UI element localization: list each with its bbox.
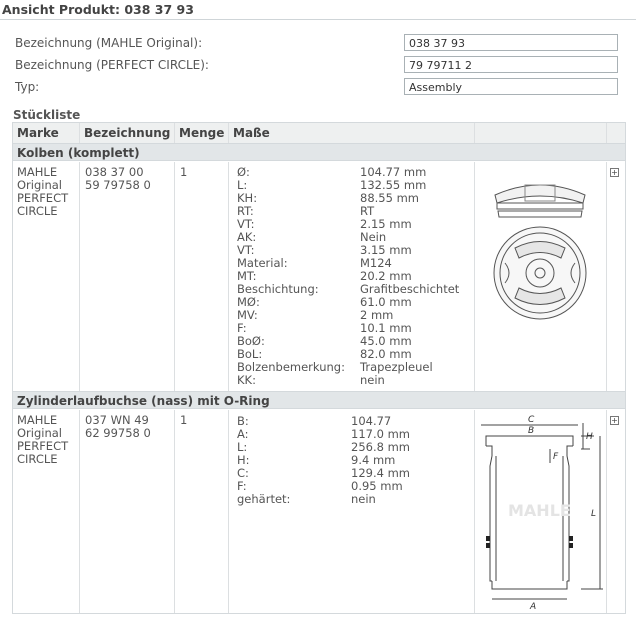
dimension-row	[237, 374, 472, 387]
dimension-value: 117.0 mm	[351, 427, 410, 441]
dimension-label: KK:	[237, 373, 256, 387]
page-title: Ansicht Produkt: 038 37 93	[0, 0, 636, 20]
dimension-label: VT:	[237, 217, 255, 231]
dimension-label: BoL:	[237, 347, 263, 361]
dimension-value: 61.0 mm	[360, 295, 412, 309]
quantity-cell: 1	[180, 165, 188, 179]
dimension-value: 10.1 mm	[360, 321, 412, 335]
dimension-label: Bolzenbemerkung:	[237, 360, 345, 374]
drawing-label-h: H	[586, 432, 593, 442]
plus-box-icon[interactable]: +	[611, 416, 618, 425]
dimension-label: AK:	[237, 230, 257, 244]
dimension-row	[237, 309, 472, 322]
dimension-label: C:	[237, 466, 249, 480]
brand-cell: MAHLE Original PERFECT CIRCLE	[17, 413, 69, 466]
column-header-designation[interactable]: Bezeichnung	[84, 126, 171, 140]
dimension-value: 20.2 mm	[360, 269, 412, 283]
dimension-value: 2.15 mm	[360, 217, 412, 231]
dimension-row	[237, 296, 472, 309]
dimension-row	[237, 166, 472, 179]
dimension-value: 132.55 mm	[360, 178, 427, 192]
dimension-value: 104.77	[351, 414, 392, 428]
dimension-value: RT	[360, 204, 375, 218]
type-field[interactable]: Assembly	[404, 78, 618, 95]
perfect-circle-field[interactable]: 79 79711 2	[404, 56, 618, 73]
dimension-value: 129.4 mm	[351, 466, 410, 480]
parts-list-table	[12, 122, 626, 614]
dimension-label: VT:	[237, 243, 255, 257]
dimension-label: MV:	[237, 308, 258, 322]
dimensions-list	[237, 415, 472, 506]
column-header-brand[interactable]: Marke	[17, 126, 59, 140]
dimension-value: Grafitbeschichtet	[360, 282, 460, 296]
dimension-value: 88.55 mm	[360, 191, 419, 205]
dimension-value: 45.0 mm	[360, 334, 412, 348]
meta-row-type	[15, 78, 621, 97]
meta-row-perfect-circle	[15, 56, 621, 75]
dimension-label: Beschichtung:	[237, 282, 319, 296]
dimension-row	[237, 283, 472, 296]
dimension-row	[237, 361, 472, 374]
column-header-dimensions[interactable]: Maße	[233, 126, 270, 140]
meta-label: Typ:	[15, 80, 40, 94]
meta-row-mahle	[15, 34, 621, 53]
dimension-row	[237, 205, 472, 218]
table-header	[13, 123, 625, 144]
mahle-watermark: MAHLE	[508, 501, 571, 520]
dimension-value: 2 mm	[360, 308, 394, 322]
dimension-value: 256.8 mm	[351, 440, 410, 454]
dimension-label: Material:	[237, 256, 288, 270]
dimension-label: MT:	[237, 269, 257, 283]
brand-cell: MAHLE Original PERFECT CIRCLE	[17, 165, 69, 218]
drawing-label-f: F	[553, 452, 559, 462]
dimension-value: nein	[351, 492, 376, 506]
dimension-value: 9.4 mm	[351, 453, 396, 467]
quantity-cell: 1	[180, 413, 188, 427]
dimension-label: H:	[237, 453, 250, 467]
cylinder-liner-drawing	[478, 411, 606, 611]
dimension-label: F:	[237, 479, 247, 493]
dimension-row	[237, 257, 472, 270]
designation-cell: 037 WN 49 62 99758 0	[85, 413, 151, 440]
drawing-label-c: C	[528, 415, 535, 425]
dimension-row	[237, 179, 472, 192]
dimension-row	[237, 218, 472, 231]
dimension-label: MØ:	[237, 295, 260, 309]
dimension-value: M124	[360, 256, 392, 270]
group-header-cylinder-liner: Zylinderlaufbuchse (nass) mit O-Ring	[13, 391, 625, 409]
dimension-label: BoØ:	[237, 334, 265, 348]
section-title: Stückliste	[13, 108, 81, 122]
drawing-label-a: A	[530, 602, 537, 611]
dimension-label: Ø:	[237, 165, 250, 179]
meta-label: Bezeichnung (MAHLE Original):	[15, 36, 203, 50]
dimension-label: RT:	[237, 204, 254, 218]
dimension-label: L:	[237, 440, 248, 454]
dimension-value: nein	[360, 373, 385, 387]
dimension-label: gehärtet:	[237, 492, 291, 506]
dimension-value: Nein	[360, 230, 387, 244]
drawing-label-l: L	[591, 509, 597, 519]
dimension-row	[237, 192, 472, 205]
drawing-label-b: B	[528, 426, 535, 436]
group-header-piston: Kolben (komplett)	[13, 143, 625, 161]
meta-label: Bezeichnung (PERFECT CIRCLE):	[15, 58, 209, 72]
mahle-original-field[interactable]: 038 37 93	[404, 34, 618, 51]
dimension-label: L:	[237, 178, 248, 192]
dimension-row	[237, 493, 472, 506]
dimension-row	[237, 231, 472, 244]
plus-box-icon[interactable]: +	[611, 168, 618, 177]
dimension-value: 104.77 mm	[360, 165, 427, 179]
dimension-value: 82.0 mm	[360, 347, 412, 361]
dimension-row	[237, 322, 472, 335]
dimension-value: Trapezpleuel	[360, 360, 433, 374]
piston-drawing	[485, 173, 595, 328]
dimensions-list	[237, 166, 472, 387]
dimension-label: A:	[237, 427, 249, 441]
designation-cell: 038 37 00 59 79758 0	[85, 165, 151, 192]
dimension-label: B:	[237, 414, 249, 428]
dimension-value: 3.15 mm	[360, 243, 412, 257]
dimension-value: 0.95 mm	[351, 479, 403, 493]
column-header-quantity[interactable]: Menge	[179, 126, 225, 140]
dimension-row	[237, 335, 472, 348]
dimension-label: KH:	[237, 191, 258, 205]
dimension-label: F:	[237, 321, 247, 335]
